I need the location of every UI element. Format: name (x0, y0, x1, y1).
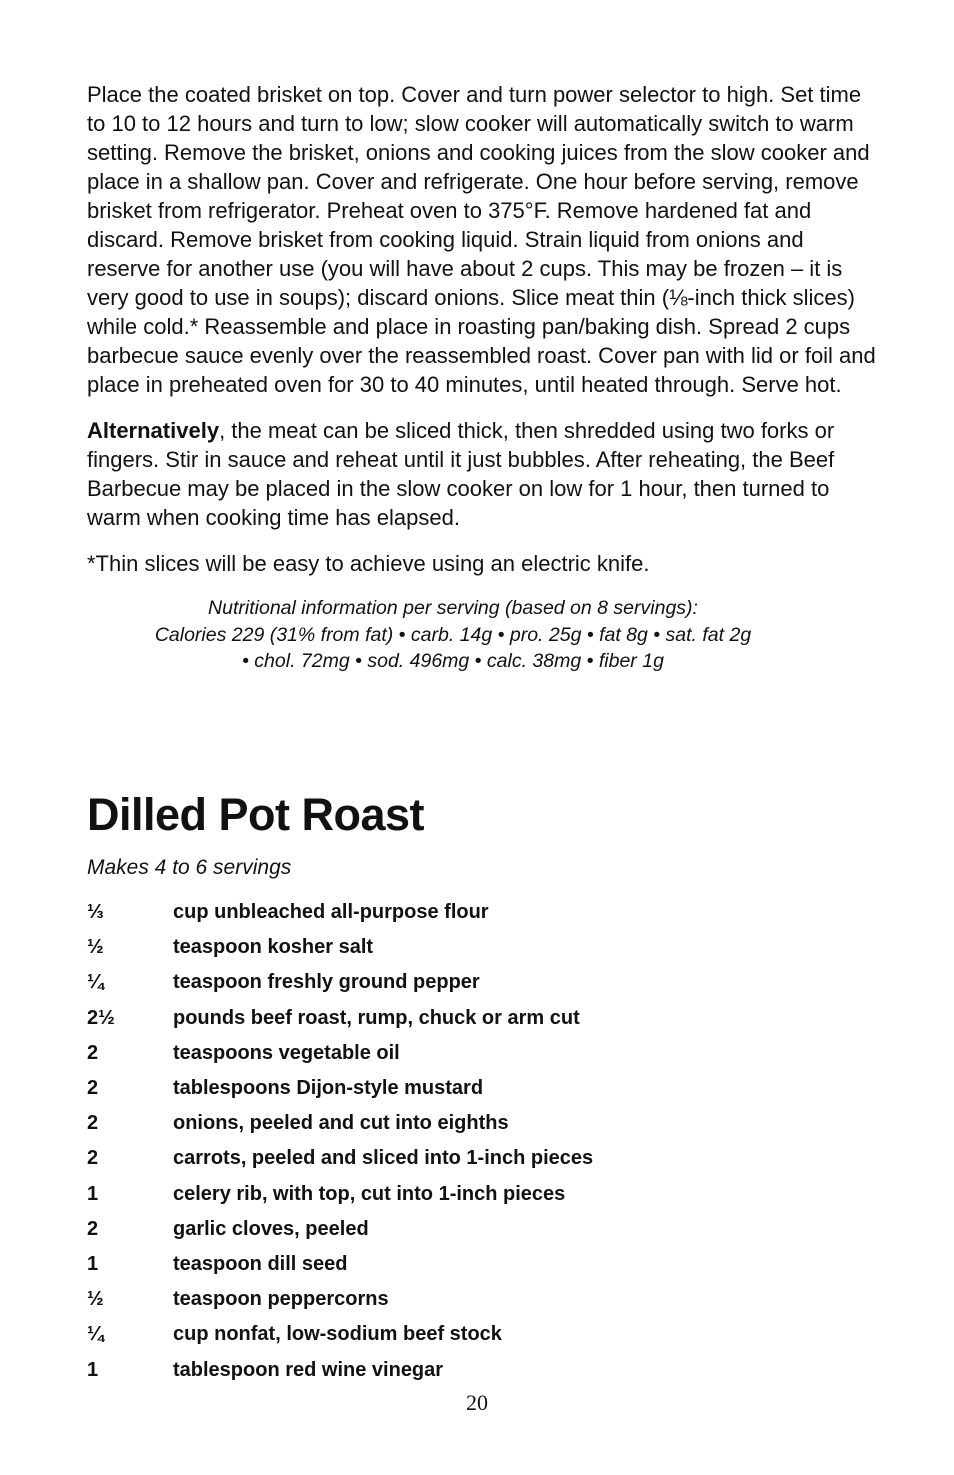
ingredient-quantity: 1 (87, 1182, 99, 1205)
ingredient-name: garlic cloves, peeled (173, 1217, 369, 1240)
ingredient-row (87, 930, 877, 965)
ingredient-row (87, 1036, 877, 1071)
ingredient-row (87, 1282, 877, 1317)
ingredient-quantity: 1 (87, 1358, 99, 1381)
ingredient-name: teaspoons vegetable oil (173, 1041, 400, 1064)
ingredient-row (87, 1212, 877, 1247)
ingredient-name: teaspoon dill seed (173, 1252, 348, 1275)
alternative-text: , the meat can be sliced thick, then shredded using two forks or fingers. Stir in sauce and reheat until it just bubbles. After reheating, the Beef Barbecue may be placed in the slow cooker on low for 1 hour, then turned to warm when cooking time has elapsed. (87, 418, 835, 530)
ingredient-row (87, 965, 877, 1000)
ingredient-row (87, 1352, 877, 1387)
ingredient-quantity: 2 (87, 1147, 99, 1170)
ingredient-name: carrots, peeled and sliced into 1-inch pieces (173, 1147, 594, 1170)
ingredient-name: celery rib, with top, cut into 1-inch pieces (173, 1182, 566, 1205)
ingredient-list (87, 895, 877, 1388)
ingredient-quantity: ⅓ (87, 901, 104, 924)
ingredient-name: cup unbleached all-purpose flour (173, 901, 489, 924)
ingredient-name: tablespoons Dijon-style mustard (173, 1077, 484, 1100)
nutrition-info (87, 595, 819, 675)
servings-text: Makes 4 to 6 servings (87, 856, 292, 879)
ingredient-row (87, 895, 877, 930)
alternative-paragraph (87, 416, 877, 532)
footnote-paragraph: *Thin slices will be easy to achieve using an electric knife. (87, 551, 650, 576)
ingredient-name: onions, peeled and cut into eighths (173, 1112, 509, 1135)
nutrition-line: Nutritional information per serving (based on 8 servings): (208, 597, 698, 619)
ingredient-quantity: ½ (87, 936, 104, 959)
ingredient-quantity: 2 (87, 1077, 99, 1100)
ingredient-name: tablespoon red wine vinegar (173, 1358, 444, 1381)
nutrition-line: • chol. 72mg • sod. 496mg • calc. 38mg • fiber 1g (242, 650, 664, 672)
ingredient-name: teaspoon kosher salt (173, 936, 374, 959)
ingredient-name: pounds beef roast, rump, chuck or arm cut (173, 1006, 580, 1029)
ingredient-quantity: 1 (87, 1252, 99, 1275)
ingredient-row (87, 1106, 877, 1141)
ingredient-row (87, 1247, 877, 1282)
nutrition-line: Calories 229 (31% from fat) • carb. 14g • pro. 25g • fat 8g • sat. fat 2g (154, 623, 752, 646)
recipe-title: Dilled Pot Roast (87, 789, 425, 840)
ingredient-quantity: ½ (87, 1288, 104, 1311)
page-number: 20 (466, 1390, 488, 1415)
ingredient-row (87, 1177, 877, 1212)
ingredient-row (87, 1141, 877, 1176)
ingredient-row (87, 1071, 877, 1106)
ingredient-row (87, 1001, 877, 1036)
ingredient-quantity: ¼ (87, 971, 104, 994)
ingredient-quantity: 2½ (87, 1006, 115, 1029)
instructions-paragraph: Place the coated brisket on top. Cover and turn power selector to high. Set time to 10 to 12 hours and turn to low; slow cooker will automatically switch to warm setting. Remove the brisket, onions and cooking juices from the slow cooker and place in a shallow pan. Cover and refrigerate. One hour before serving, remove brisket from refrigerator. Preheat oven to 375°F. Remove hardened fat and discard. Remove brisket from cooking liquid. Strain liquid from onions and reserve for another use (you will have about 2 cups. This may be frozen – it is very good to use in soups); discard onions. Slice meat thin (⅛-inch thick slices) while cold.* Reassemble and place in roasting pan/baking dish. Spread 2 cups barbecue sauce evenly over the reassembled roast. Cover pan with lid or foil and place in preheated oven for 30 to 40 minutes, until heated through. Serve hot. (87, 82, 876, 397)
ingredient-quantity: 2 (87, 1041, 99, 1064)
ingredient-name: teaspoon freshly ground pepper (173, 971, 480, 994)
ingredient-name: teaspoon peppercorns (173, 1288, 389, 1311)
page-content (87, 80, 877, 1381)
ingredient-quantity: 2 (87, 1112, 99, 1135)
alternative-lead: Alternatively (87, 418, 220, 443)
ingredient-row (87, 1317, 877, 1352)
ingredient-name: cup nonfat, low-sodium beef stock (173, 1323, 502, 1346)
ingredient-quantity: 2 (87, 1217, 99, 1240)
ingredient-quantity: ¼ (87, 1323, 104, 1346)
